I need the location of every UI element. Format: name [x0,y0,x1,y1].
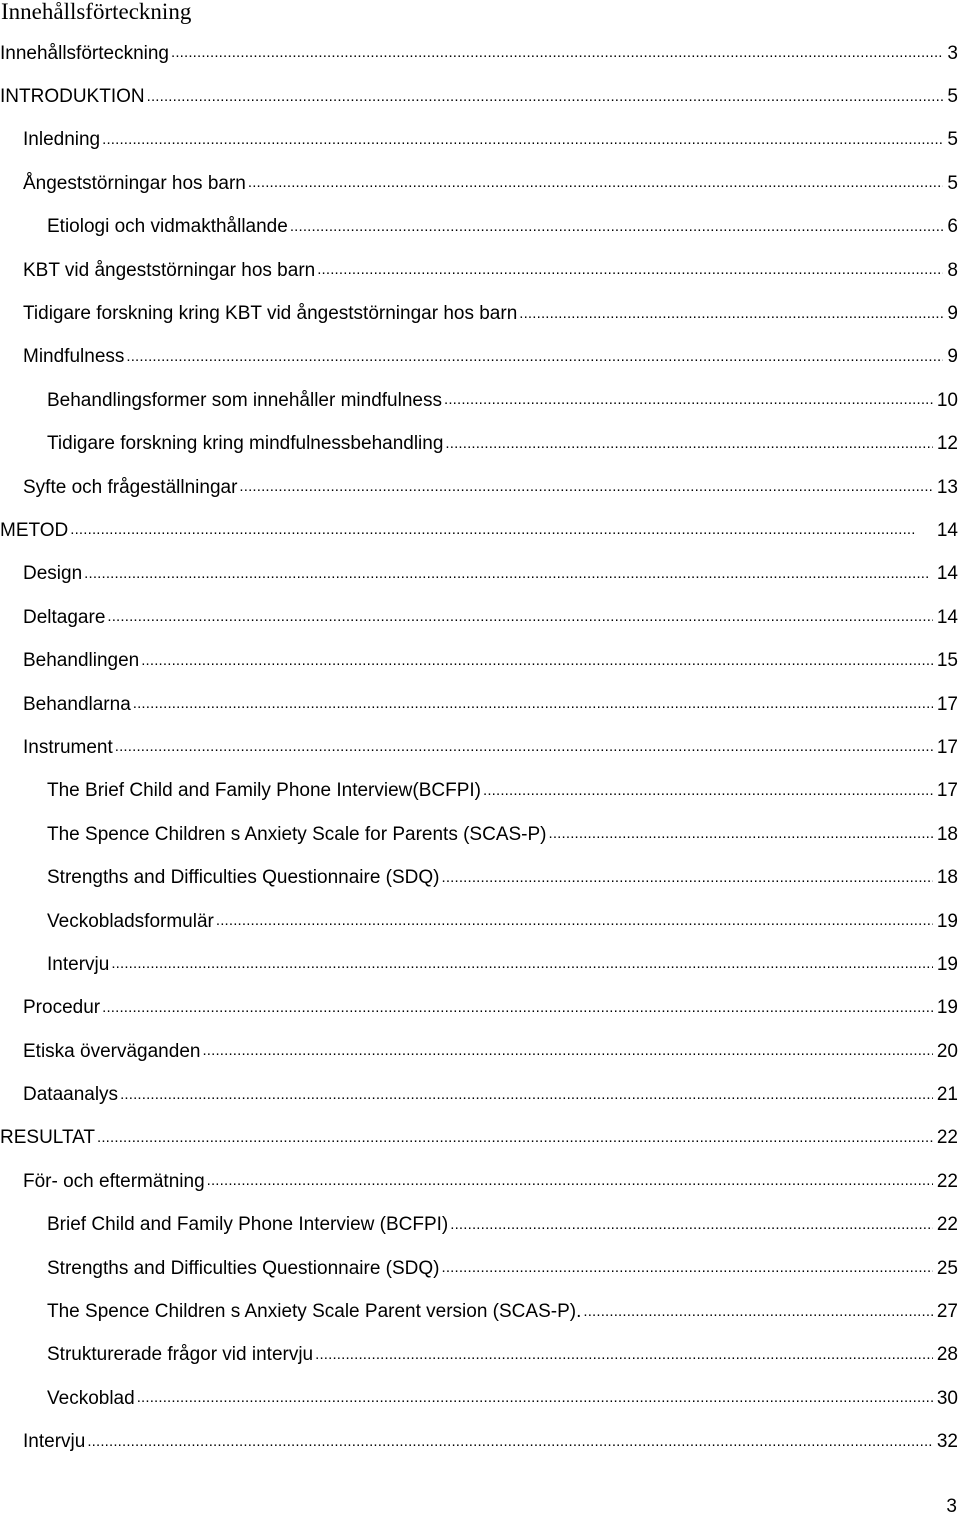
toc-entry-page: 28 [936,1344,958,1366]
toc-entry[interactable] [0,292,960,335]
toc-dot-leader [445,435,932,454]
toc-entry-label: Procedur [23,997,101,1019]
toc-dot-leader [483,782,933,801]
toc-dot-leader [111,955,933,974]
toc-entry-page: 15 [936,650,958,672]
toc-entry-label: Instrument [23,736,113,758]
toc-dot-leader [450,1216,933,1235]
toc-entry-label: METOD [0,519,69,541]
toc-entry-label: Strengths and Difficulties Questionnaire (SDQ) [47,1257,440,1279]
toc-dot-leader [549,825,933,844]
toc-dot-leader [171,44,943,63]
toc-entry-label: Deltagare [23,606,106,628]
toc-entry-page: 13 [936,476,958,498]
toc-dot-leader [102,999,933,1018]
toc-entry-label: Brief Child and Family Phone Interview (BCFPI) [47,1214,449,1236]
toc-entry-label: The Spence Children s Anxiety Scale for Parents (SCAS-P) [47,823,547,845]
toc-entry-page: 22 [936,1214,958,1236]
toc-entry[interactable] [0,75,960,118]
toc-dot-leader [126,348,943,367]
toc-entry-label: Etiologi och vidmakthållande [47,216,288,238]
table-of-contents [0,32,960,1464]
toc-entry-label: Ångeststörningar hos barn [23,172,246,194]
toc-entry[interactable] [0,900,960,943]
toc-entry[interactable] [0,1204,960,1247]
toc-dot-leader [70,521,933,540]
toc-entry-label: Inledning [23,129,101,151]
toc-entry[interactable] [0,987,960,1030]
toc-entry[interactable] [0,336,960,379]
toc-entry[interactable] [0,770,960,813]
toc-entry-page: 3 [947,42,958,64]
toc-entry-page: 5 [947,172,958,194]
toc-entry[interactable] [0,379,960,422]
toc-entry-page: 9 [947,303,958,325]
toc-entry[interactable] [0,639,960,682]
toc-dot-leader [102,131,943,150]
toc-entry-page: 18 [936,867,958,889]
toc-entry[interactable] [0,1117,960,1160]
toc-entry[interactable] [0,553,960,596]
toc-entry-page: 17 [936,736,958,758]
toc-dot-leader [133,695,933,714]
toc-dot-leader [519,305,943,324]
toc-dot-leader [444,391,933,410]
document-title: Innehållsförteckning [1,0,192,24]
toc-entry-label: Intervju [23,1431,86,1453]
toc-entry-page: 17 [936,780,958,802]
toc-entry-page: 19 [936,910,958,932]
toc-entry-page: 25 [936,1257,958,1279]
toc-entry[interactable] [0,856,960,899]
toc-entry-label: The Spence Children s Anxiety Scale Parent version (SCAS-P). [47,1301,582,1323]
toc-entry-label: Veckoblad [47,1387,135,1409]
toc-dot-leader [442,869,933,888]
toc-dot-leader [120,1086,933,1105]
toc-entry-page: 17 [936,693,958,715]
toc-entry-page: 5 [947,129,958,151]
toc-entry-page: 22 [936,1170,958,1192]
toc-entry-page: 18 [936,823,958,845]
toc-entry-label: RESULTAT [0,1127,96,1149]
toc-entry[interactable] [0,1160,960,1203]
toc-entry[interactable] [0,726,960,769]
toc-entry-label: Tidigare forskning kring mindfulnessbehandling [47,433,444,455]
toc-entry-label: INTRODUKTION [0,86,145,108]
toc-entry-label: The Brief Child and Family Phone Interview(BCFPI) [47,780,481,802]
toc-entry-page: 8 [947,259,958,281]
toc-dot-leader [141,652,933,671]
toc-entry[interactable] [0,466,960,509]
toc-dot-leader [137,1389,933,1408]
toc-entry-page: 30 [936,1387,958,1409]
toc-entry-label: Behandlingsformer som innehåller mindfulness [47,389,442,411]
toc-dot-leader [442,1259,933,1278]
toc-entry[interactable] [0,1421,960,1464]
toc-entry-page: 10 [936,389,958,411]
toc-entry[interactable] [0,1073,960,1116]
toc-dot-leader [317,261,943,280]
toc-dot-leader [115,738,933,757]
toc-entry[interactable] [0,119,960,162]
toc-entry[interactable] [0,162,960,205]
toc-entry-page: 32 [936,1431,958,1453]
toc-dot-leader [315,1346,933,1365]
toc-entry-label: Tidigare forskning kring KBT vid ångeststörningar hos barn [23,303,518,325]
toc-entry-page: 5 [947,86,958,108]
toc-entry[interactable] [0,249,960,292]
toc-entry-label: Mindfulness [23,346,125,368]
toc-entry[interactable] [0,1334,960,1377]
toc-entry[interactable] [0,32,960,75]
page-number: 3 [946,1496,957,1517]
toc-entry[interactable] [0,1377,960,1420]
toc-dot-leader [216,912,933,931]
toc-entry-page: 14 [936,606,958,628]
toc-entry[interactable] [0,943,960,986]
toc-entry[interactable] [0,1247,960,1290]
toc-entry-label: Innehållsförteckning [0,42,169,64]
toc-entry-label: Behandlarna [23,693,131,715]
toc-entry[interactable] [0,1290,960,1333]
toc-dot-leader [239,478,932,497]
toc-dot-leader [87,1433,933,1452]
toc-entry-label: KBT vid ångeststörningar hos barn [23,259,316,281]
toc-dot-leader [207,1172,933,1191]
toc-dot-leader [583,1303,933,1322]
toc-entry-page: 22 [936,1127,958,1149]
toc-entry-label: Veckobladsformulär [47,910,214,932]
toc-entry-page: 19 [936,997,958,1019]
toc-dot-leader [202,1042,932,1061]
toc-entry-label: Design [23,563,83,585]
toc-dot-leader [107,608,932,627]
toc-entry-page: 20 [936,1040,958,1062]
toc-entry-label: Dataanalys [23,1084,119,1106]
toc-entry[interactable] [0,1030,960,1073]
toc-entry-label: Syfte och frågeställningar [23,476,238,498]
toc-entry-page: 12 [936,433,958,455]
toc-entry-page: 19 [936,953,958,975]
toc-dot-leader [290,218,944,237]
toc-entry-label: Strukturerade frågor vid intervju [47,1344,314,1366]
toc-dot-leader [248,174,944,193]
toc-dot-leader [84,565,933,584]
toc-dot-leader [147,88,944,107]
toc-entry-page: 14 [936,519,958,541]
toc-entry-page: 21 [936,1084,958,1106]
toc-entry[interactable] [0,683,960,726]
toc-entry[interactable] [0,423,960,466]
toc-entry[interactable] [0,206,960,249]
toc-entry-label: För- och eftermätning [23,1170,205,1192]
toc-entry-label: Intervju [47,953,110,975]
toc-entry-label: Behandlingen [23,650,140,672]
toc-entry[interactable] [0,813,960,856]
toc-entry-page: 9 [947,346,958,368]
toc-entry-page: 14 [936,563,958,585]
toc-entry-page: 6 [947,216,958,238]
toc-entry[interactable] [0,596,960,639]
toc-entry[interactable] [0,509,960,552]
toc-dot-leader [97,1129,933,1148]
toc-entry-label: Etiska överväganden [23,1040,201,1062]
toc-entry-label: Strengths and Difficulties Questionnaire (SDQ) [47,867,440,889]
toc-entry-page: 27 [936,1301,958,1323]
